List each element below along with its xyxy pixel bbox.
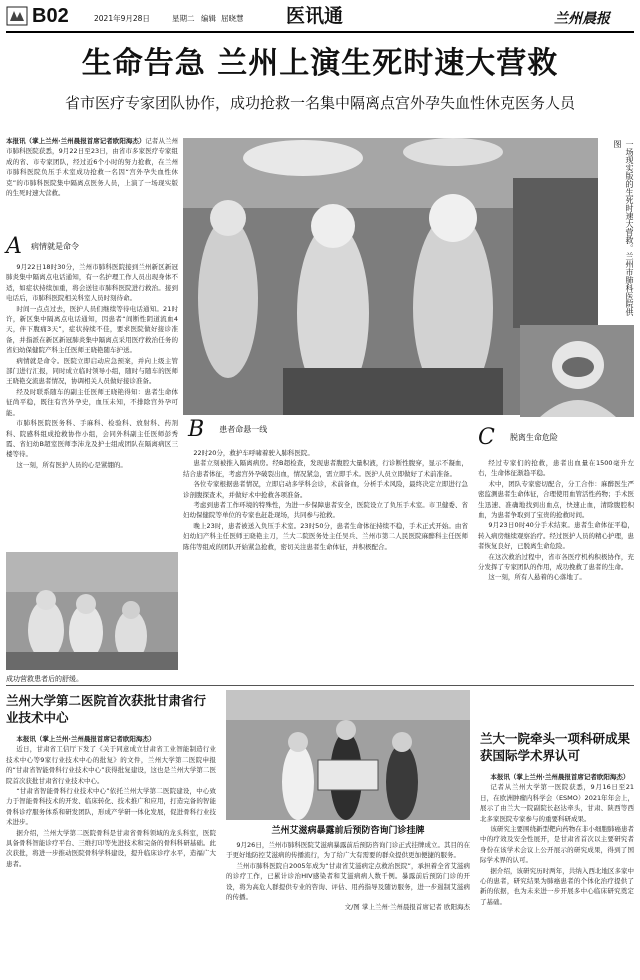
section-c-heading <box>478 426 634 452</box>
masthead <box>6 4 634 30</box>
photo-doctor-protective-suit <box>520 325 634 417</box>
issue-weekday: 星期二 <box>172 14 195 23</box>
page-code: B02 <box>32 5 69 27</box>
story-hospital-byline: 本报讯（掌上兰州·兰州晨报首席记者欧阳海杰） <box>16 735 156 743</box>
section-b-paragraph: 晚上23时，患者被送入负压手术室。23时50分，患者生命体征持续不稳，手术正式开始。由省妇幼妇产科主任医师王晓艳主刀，兰大二院医务处主任吴兵、兰州市第二人民医院麻醉科主任医师陈伟等组成的团队开始紧急抢救，密切关注患者生命体征，并积极配合。 <box>183 521 468 551</box>
section-a-letter: A <box>6 234 22 259</box>
story-aids-title: 兰州艾滋病暴露前后预防咨询门诊挂牌 <box>271 826 425 836</box>
headline-title: 生命告急 兰州上演生死时速大营救 <box>81 46 559 81</box>
section-c-paragraph: 术中，团队专家密切配合，分工合作：麻醉医生严密监测患者生命体征，合理使用血管活性药物；手术医生迅速、准确地找到出血点，快速止血，清除腹腔积血，为患者争取到了宝贵的抢救时间。 <box>478 479 634 520</box>
section-b-heading <box>188 418 418 444</box>
section-c-paragraph: 在这次救治过程中，省市各医疗机构积极协作，充分发挥了专家团队的作用，成功挽救了患者的生命。 <box>478 552 634 572</box>
story-first-hospital-byline: 本报讯（掌上兰州·兰州晨报首席记者欧阳海杰） <box>490 773 630 781</box>
newspaper-logo-icon <box>6 6 28 26</box>
lead-body: 记者从兰州市肺科医院获悉，9月22日至23日，由省市多家医疗专家组成的省、市专家团队，经过近6个小时的努力抢救，在兰州市肺科医院负压手术室成功抢救一名因“宫外孕失血性休克”的市肺科医院集中隔离点医务人员，上演了一场现实版的生死时速大营救。 <box>6 137 178 198</box>
story-aids-paragraph: 9月26日，兰州市肺科医院艾滋病暴露前后预防咨询门诊正式挂牌成立。其目的在于更好地防控艾滋病的传播流行，为了给广大有需要的群众提供更加便捷的服务。 <box>226 841 470 860</box>
section-name: 医讯通 <box>286 5 344 27</box>
photo-caption-c: 一场现实版的生死时速大营救。兰州市肺科医院供图 <box>613 140 634 316</box>
story-hospital-paragraph: 据介绍，兰州大学第二医院骨科是甘肃省骨科领域的龙头科室，医院具备骨科智能诊疗平台、三维打印等先进技术和完备的骨科科研基础。此次获批，将进一步推动医院骨科学科建设，提升临床诊疗水平，造福广大患者。 <box>6 828 216 868</box>
section-c-paragraph: 9月23日0时40分手术结束。患者生命体征平稳，转入病房继续观察治疗。经过医护人员的精心护理，患者恢复良好，已脱离生命危险。 <box>478 521 634 551</box>
section-b-body <box>183 448 468 676</box>
masthead-rule <box>6 31 634 33</box>
section-c-letter: C <box>478 425 495 450</box>
editor-name: 屈晓慧 <box>221 14 244 23</box>
story-hospital-title: 兰州大学第二医院首次获批甘肃省行业技术中心 <box>6 693 207 725</box>
section-b-letter: B <box>188 417 205 442</box>
story-first-hospital-body <box>480 772 634 972</box>
section-b-paragraph: 考虑到患者工作环境的特殊性，为进一步保障患者安全，医院设立了负压手术室。市卫健委、省妇幼保健院等单位的专家也赶赴现场，共同参与抢救。 <box>183 501 468 520</box>
story-first-hospital-paragraph: 记者从兰州大学第一医院获悉，9月16日至21日，在欧洲肿瘤内科学会（ESMO）2021年年会上，展示了由兰大一院副院长赵达牵头，甘肃、陕西等西北多家医院专家参与的重要科研成果。 <box>480 783 634 823</box>
story-hospital-paragraph: “甘肃省智能骨科行业技术中心”依托兰州大学第二医院建设，中心致力于智能骨科技术的开发、临床转化、技术推广和应用，打造完备的智能骨科诊疗服务体系和研发团队，形成产学研一体化发展，促进骨科行业技术进步。 <box>6 787 216 827</box>
section-b-paragraph: 22时20分，救护车呼啸着驶入肺科医院。 <box>193 449 314 457</box>
photo-medical-staff-resting <box>6 552 178 670</box>
section-a-paragraph: 9月22日18时30分，兰州市肺科医院接到兰州新区新冠肺炎集中隔离点电话通知，有一名护理工作人员出现身体不适，如症状持续加重，将会送往市肺科医院进行救治。接到电话后，市肺科医院相关科室人员时刻待命。 <box>6 263 178 303</box>
lead-text <box>6 136 178 228</box>
paper-name: 兰州晨报 <box>554 11 610 27</box>
story-first-hospital-paragraph: 该研究主要围绕新型靶向药物在非小细胞肺癌患者中的疗效及安全性展开，是甘肃省首次以主要研究者身份在该学术会议上公开展示的研究成果，得到了国际学术界的认可。 <box>480 825 634 865</box>
headline-subtitle: 省市医疗专家团队协作，成功抢救一名集中隔离点宫外孕失血性休克医务人员 <box>64 94 575 112</box>
section-a-paragraph: 经及时联系随车的副主任医师王晓艳得知：患者生命体征尚平稳，既往有宫外孕史，血压未知，不排除宫外孕可能。 <box>6 387 178 417</box>
section-a-title: 病情就是命令 <box>30 242 79 251</box>
section-c-paragraph: 经过专家们的抢救，患者出血量在1500毫升左右，生命体征渐趋平稳。 <box>478 459 634 478</box>
section-a-body <box>6 262 178 547</box>
section-divider <box>6 685 634 686</box>
section-a-paragraph: 这一刻，所有医护人员的心是紧绷的。 <box>16 460 127 469</box>
section-a-paragraph: 病情就是命令。医院立即启动应急预案，并向上级主管部门进行汇报，同时成立临时领导小组，随时与随车的医师王晓艳交流患者情况，协调相关人员做好接诊准备。 <box>6 356 178 386</box>
photo-caption-a: 成功营救患者后的舒缓。 <box>6 675 83 683</box>
photo-clinic-plaque-ceremony <box>226 690 470 820</box>
section-c-paragraph: 这一刻，所有人悬着的心落地了。 <box>488 573 586 582</box>
section-c-body <box>478 458 634 680</box>
story-aids-byline: 文/图 掌上兰州·兰州晨报首席记者 欧阳海杰 <box>344 903 470 912</box>
section-b-title: 患者命悬一线 <box>219 425 268 434</box>
lead-byline: 本报讯（掌上兰州·兰州晨报首席记者欧阳海杰） <box>6 137 146 145</box>
story-aids-paragraph: 兰州市肺科医院自2005年成为“甘肃省艾滋病定点救治医院”，承担着全省艾滋病的诊疗工作，已累计诊治HIV感染者和艾滋病病人数千例。暴露前后预防门诊的开设，将为高危人群提供专业的咨询、评估、用药指导及随访服务，进一步遏制艾滋病的传播。 <box>226 861 470 902</box>
story-aids-body <box>226 840 470 970</box>
story-hospital-paragraph: 近日，甘肃省工信厅下发了《关于同意成立甘肃省工业智能制造行业技术中心等9家行业技术中心的批复》的文件，兰州大学第二医院申报的“甘肃省智能骨科行业技术中心”获得批复建设，这也是兰州大学第二医院首次获批甘肃省行业技术中心。 <box>6 745 216 785</box>
story-hospital-body <box>6 734 216 974</box>
story-first-hospital-paragraph: 据介绍，该研究历时两年，共纳入西北地区多家中心的患者，研究结果为肺癌患者的个体化治疗提供了新的依据，也为未来进一步开展多中心临床研究奠定了基础。 <box>480 866 634 906</box>
section-a-paragraph: 市肺科医院医务科、手麻科、检验科、放射科、药剂科、院感科组成抢救协作小组，会同外科副主任医师彭秀霞、省妇幼B超室医师李沛龙及护士组成团队在隔离病区三楼等待。 <box>6 419 178 459</box>
section-b-paragraph: 各位专家根据患者情况，立即启动多学科会诊，术前备血，分析手术风险，最终决定立即进行急诊剖腹探查术，并做好术中抢救各项准备。 <box>183 480 468 499</box>
editor-label: 编辑 <box>201 14 216 23</box>
story-first-hospital-title: 兰大一院牵头一项科研成果获国际学术界认可 <box>480 731 631 763</box>
section-a-paragraph: 时间一点点过去，医护人员们继续等待电话通知。21时许，新区集中隔离点电话通知，因患者“间断性阴道流血4天，伴下腹痛3天”，症状持续不佳，要求医院做好接诊准备，并指派在新区新冠肺炎集中隔离点采用医疗救治任务的省妇幼保健院产科主任医师王晓艳随车护送。 <box>6 304 178 355</box>
issue-date: 2021年9月28日 <box>94 14 150 23</box>
section-a-heading <box>6 236 178 258</box>
section-c-title: 脱离生命危险 <box>509 433 558 442</box>
section-b-paragraph: 患者立刻被推入隔离病房。经B超检查，发现患者腹腔大量积液，行诊断性腹穿，显示不凝血，结合患者体征，考虑宫外孕破裂出血，情况紧急，需立即手术。医护人员立即做好了术前准备。 <box>183 459 468 478</box>
